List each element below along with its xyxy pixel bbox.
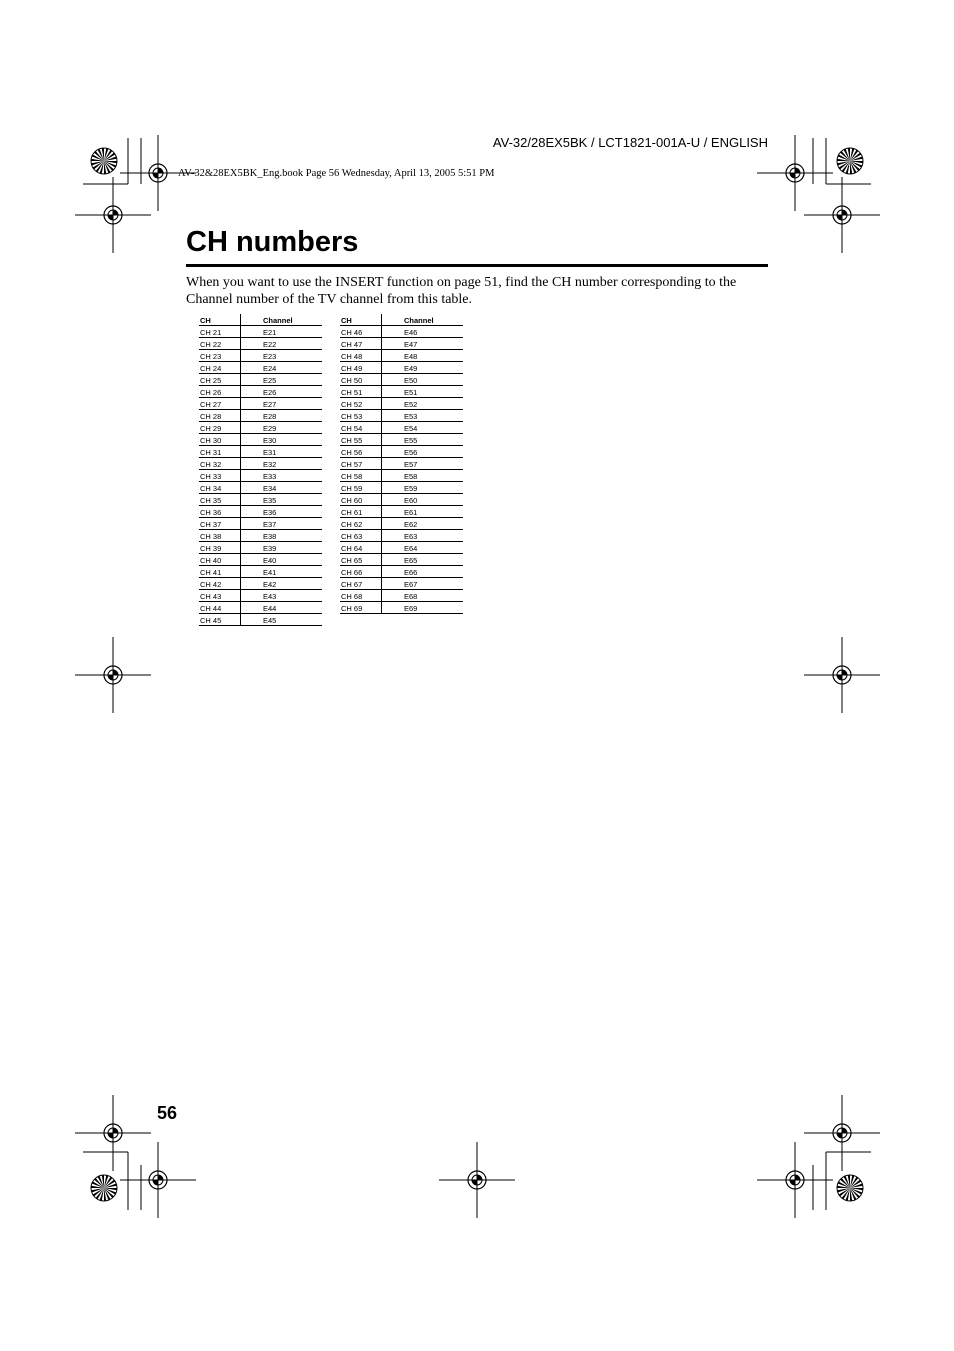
table-row	[199, 458, 322, 470]
table-row	[340, 386, 463, 398]
cell-ch: CH 52	[340, 398, 382, 410]
table-row	[199, 494, 322, 506]
cell-ch: CH 39	[199, 542, 241, 554]
cell-ch: CH 66	[340, 566, 382, 578]
cell-ch: CH 62	[340, 518, 382, 530]
table-row	[340, 518, 463, 530]
channel-table-left	[199, 314, 322, 626]
cell-ch: CH 53	[340, 410, 382, 422]
cell-channel: E32	[241, 458, 323, 470]
table-row	[340, 422, 463, 434]
cell-channel: E54	[382, 422, 464, 434]
cell-channel: E47	[382, 338, 464, 350]
table-row	[340, 506, 463, 518]
cell-ch: CH 32	[199, 458, 241, 470]
cell-channel: E34	[241, 482, 323, 494]
cell-ch: CH 55	[340, 434, 382, 446]
cell-ch: CH 47	[340, 338, 382, 350]
table-row	[199, 434, 322, 446]
column-header-ch: CH	[199, 314, 241, 326]
cell-ch: CH 28	[199, 410, 241, 422]
channel-table-right	[340, 314, 463, 614]
cell-channel: E33	[241, 470, 323, 482]
cell-channel: E51	[382, 386, 464, 398]
table-row	[199, 590, 322, 602]
cell-channel: E67	[382, 578, 464, 590]
cell-channel: E64	[382, 542, 464, 554]
cell-channel: E43	[241, 590, 323, 602]
cell-channel: E62	[382, 518, 464, 530]
cell-ch: CH 54	[340, 422, 382, 434]
table-row	[340, 494, 463, 506]
intro-paragraph: When you want to use the INSERT function on page 51, find the CH number corresponding to the Channel number of the TV channel from this table.	[186, 275, 737, 307]
table-row	[199, 530, 322, 542]
table-row	[199, 338, 322, 350]
cell-ch: CH 60	[340, 494, 382, 506]
table-row	[340, 374, 463, 386]
cell-ch: CH 29	[199, 422, 241, 434]
table-row	[199, 602, 322, 614]
cell-ch: CH 31	[199, 446, 241, 458]
cell-channel: E27	[241, 398, 323, 410]
table-header-row	[340, 314, 463, 326]
cell-ch: CH 41	[199, 566, 241, 578]
cell-channel: E69	[382, 602, 464, 614]
cell-channel: E46	[382, 326, 464, 338]
table-header-row	[199, 314, 322, 326]
cell-ch: CH 51	[340, 386, 382, 398]
table-row	[199, 470, 322, 482]
document-code-header: AV-32/28EX5BK / LCT1821-001A-U / ENGLISH	[492, 135, 768, 150]
cell-ch: CH 45	[199, 614, 241, 626]
cell-channel: E53	[382, 410, 464, 422]
cell-channel: E42	[241, 578, 323, 590]
cell-channel: E41	[241, 566, 323, 578]
cell-ch: CH 38	[199, 530, 241, 542]
cell-channel: E63	[382, 530, 464, 542]
registration-mark-icon	[804, 637, 880, 713]
column-header-channel: Channel	[382, 314, 464, 326]
column-header-ch: CH	[340, 314, 382, 326]
cell-ch: CH 44	[199, 602, 241, 614]
table-row	[340, 446, 463, 458]
cell-ch: CH 56	[340, 446, 382, 458]
cell-channel: E30	[241, 434, 323, 446]
cell-channel: E40	[241, 554, 323, 566]
cell-ch: CH 64	[340, 542, 382, 554]
cell-ch: CH 33	[199, 470, 241, 482]
cell-ch: CH 30	[199, 434, 241, 446]
star-target-icon	[91, 148, 117, 174]
registration-mark-icon	[757, 135, 833, 211]
cell-channel: E56	[382, 446, 464, 458]
cell-channel: E55	[382, 434, 464, 446]
cell-channel: E65	[382, 554, 464, 566]
table-row	[340, 350, 463, 362]
cell-ch: CH 49	[340, 362, 382, 374]
title-underline	[186, 264, 768, 267]
table-row	[199, 398, 322, 410]
cell-channel: E24	[241, 362, 323, 374]
cell-ch: CH 57	[340, 458, 382, 470]
cell-ch: CH 43	[199, 590, 241, 602]
table-row	[340, 326, 463, 338]
cell-ch: CH 48	[340, 350, 382, 362]
cell-ch: CH 59	[340, 482, 382, 494]
table-row	[340, 434, 463, 446]
registration-mark-icon	[120, 1142, 196, 1218]
cell-channel: E23	[241, 350, 323, 362]
table-row	[340, 410, 463, 422]
cell-ch: CH 46	[340, 326, 382, 338]
cell-ch: CH 26	[199, 386, 241, 398]
cell-channel: E28	[241, 410, 323, 422]
cell-channel: E21	[241, 326, 323, 338]
page-number: 56	[157, 1103, 178, 1123]
table-row	[340, 458, 463, 470]
cell-channel: E44	[241, 602, 323, 614]
registration-mark-icon	[804, 177, 880, 253]
table-row	[199, 422, 322, 434]
cell-channel: E36	[241, 506, 323, 518]
cell-channel: E45	[241, 614, 323, 626]
table-row	[199, 446, 322, 458]
table-row	[199, 350, 322, 362]
registration-mark-icon	[804, 1095, 880, 1171]
cell-ch: CH 21	[199, 326, 241, 338]
cell-channel: E31	[241, 446, 323, 458]
cell-channel: E38	[241, 530, 323, 542]
cell-ch: CH 37	[199, 518, 241, 530]
registration-mark-icon	[75, 177, 151, 253]
registration-mark-icon	[439, 1142, 515, 1218]
cell-channel: E68	[382, 590, 464, 602]
cell-channel: E57	[382, 458, 464, 470]
cell-channel: E29	[241, 422, 323, 434]
cell-ch: CH 67	[340, 578, 382, 590]
cell-ch: CH 63	[340, 530, 382, 542]
table-row	[340, 398, 463, 410]
star-target-icon	[837, 1175, 863, 1201]
column-header-channel: Channel	[241, 314, 323, 326]
table-row	[340, 482, 463, 494]
table-row	[199, 326, 322, 338]
table-row	[340, 362, 463, 374]
cell-ch: CH 40	[199, 554, 241, 566]
cell-channel: E52	[382, 398, 464, 410]
cell-ch: CH 50	[340, 374, 382, 386]
table-row	[340, 566, 463, 578]
cell-channel: E66	[382, 566, 464, 578]
cell-channel: E25	[241, 374, 323, 386]
cell-channel: E60	[382, 494, 464, 506]
cell-channel: E48	[382, 350, 464, 362]
table-row	[199, 554, 322, 566]
cell-ch: CH 58	[340, 470, 382, 482]
table-row	[199, 386, 322, 398]
cell-channel: E26	[241, 386, 323, 398]
table-row	[199, 518, 322, 530]
table-row	[199, 542, 322, 554]
cell-channel: E50	[382, 374, 464, 386]
book-file-info: AV-32&28EX5BK_Eng.book Page 56 Wednesday, April 13, 2005 5:51 PM	[178, 168, 495, 179]
cell-channel: E22	[241, 338, 323, 350]
cell-ch: CH 25	[199, 374, 241, 386]
cell-ch: CH 24	[199, 362, 241, 374]
cell-ch: CH 61	[340, 506, 382, 518]
table-row	[199, 374, 322, 386]
cell-ch: CH 65	[340, 554, 382, 566]
table-row	[199, 410, 322, 422]
table-row	[199, 482, 322, 494]
cell-channel: E61	[382, 506, 464, 518]
table-row	[340, 590, 463, 602]
cell-ch: CH 69	[340, 602, 382, 614]
table-row	[340, 578, 463, 590]
table-row	[340, 338, 463, 350]
table-row	[199, 578, 322, 590]
table-row	[340, 470, 463, 482]
star-target-icon	[91, 1175, 117, 1201]
table-row	[340, 542, 463, 554]
cell-ch: CH 36	[199, 506, 241, 518]
cell-channel: E59	[382, 482, 464, 494]
registration-mark-icon	[75, 637, 151, 713]
table-row	[340, 602, 463, 614]
page-title: CH numbers	[186, 226, 359, 258]
table-row	[340, 530, 463, 542]
table-row	[199, 614, 322, 626]
cell-ch: CH 42	[199, 578, 241, 590]
registration-mark-icon	[757, 1142, 833, 1218]
cell-ch: CH 23	[199, 350, 241, 362]
table-row	[340, 554, 463, 566]
cell-channel: E35	[241, 494, 323, 506]
table-row	[199, 362, 322, 374]
cell-ch: CH 34	[199, 482, 241, 494]
cell-channel: E49	[382, 362, 464, 374]
cell-ch: CH 68	[340, 590, 382, 602]
cell-channel: E37	[241, 518, 323, 530]
cell-ch: CH 27	[199, 398, 241, 410]
cell-channel: E39	[241, 542, 323, 554]
cell-channel: E58	[382, 470, 464, 482]
table-row	[199, 566, 322, 578]
registration-mark-icon	[75, 1095, 151, 1171]
cell-ch: CH 22	[199, 338, 241, 350]
cell-ch: CH 35	[199, 494, 241, 506]
table-row	[199, 506, 322, 518]
star-target-icon	[837, 148, 863, 174]
